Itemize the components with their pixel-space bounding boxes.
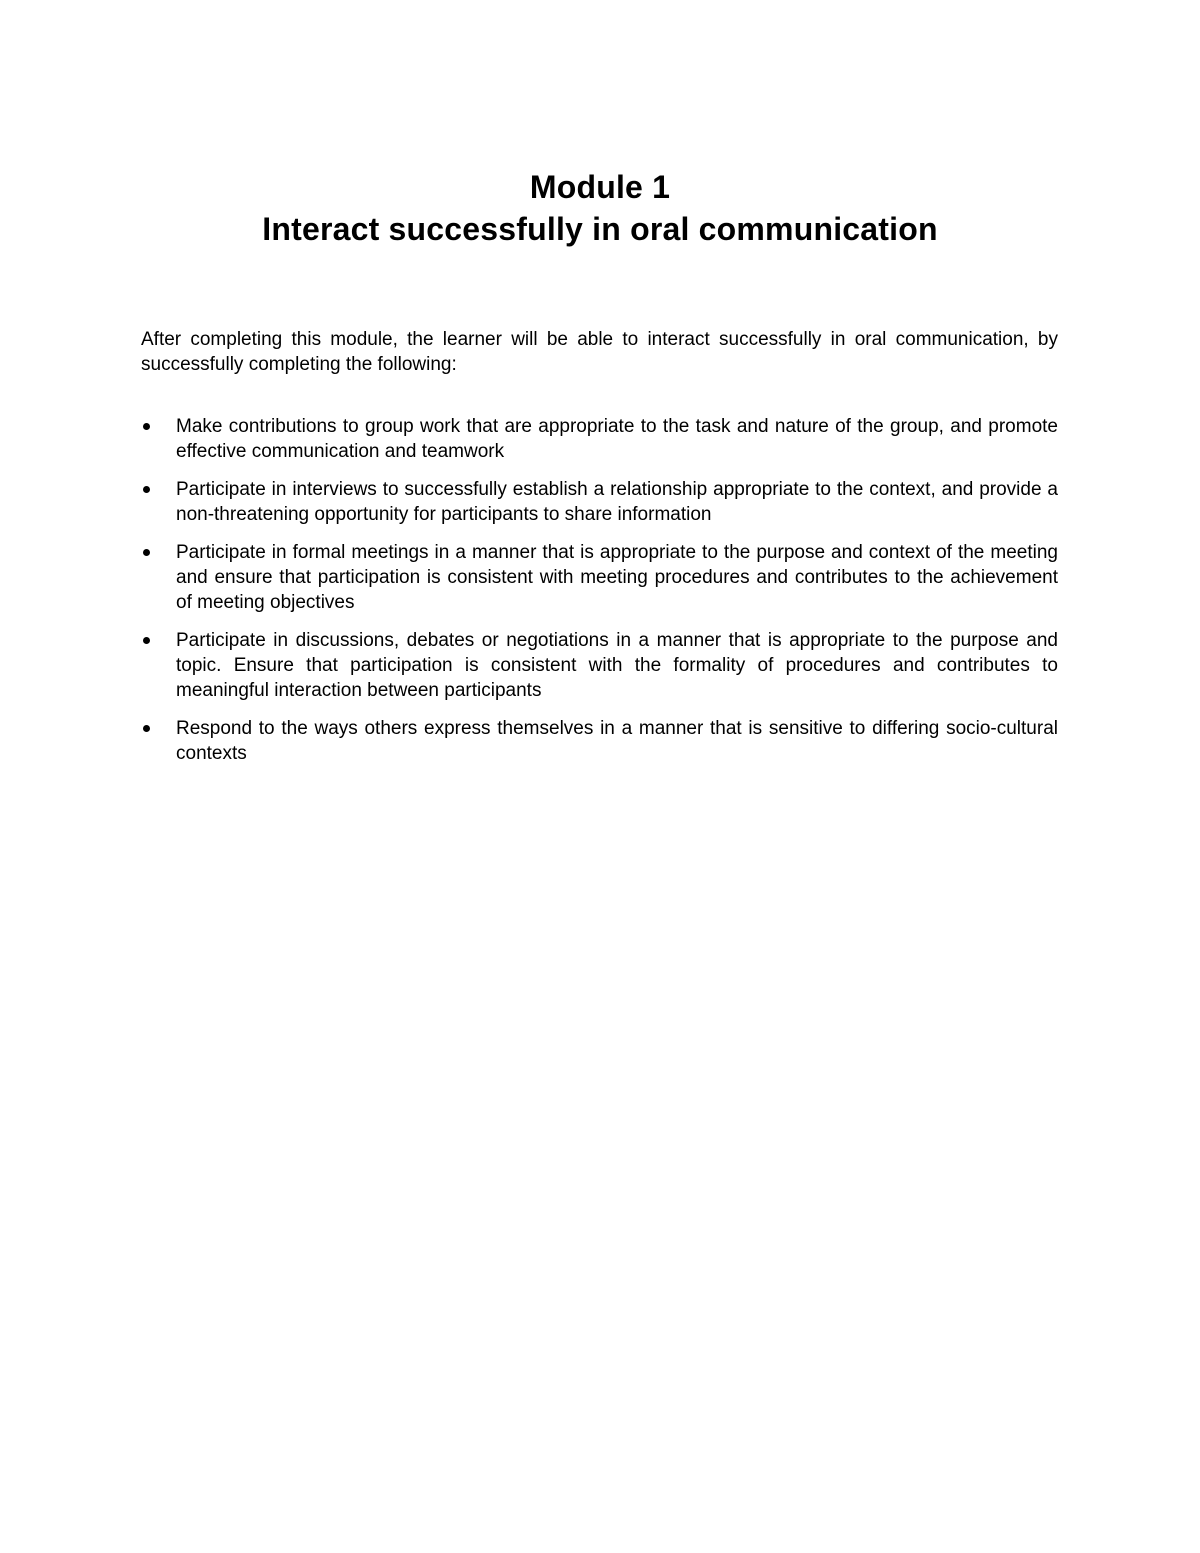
bullet-icon: [143, 725, 150, 732]
list-item: [141, 414, 1058, 464]
list-item: [141, 540, 1058, 615]
intro-paragraph: After completing this module, the learner will be able to interact successfully in oral communication, by successfully completing the following:: [141, 329, 1058, 375]
list-item-text: Participate in formal meetings in a manner that is appropriate to the purpose and context of the meeting and ensure that participation is consistent with meeting procedures and contributes to the achievement of meeting objectives: [176, 542, 1058, 613]
list-item-text: Participate in discussions, debates or negotiations in a manner that is appropriate to the purpose and topic. Ensure that participation is consistent with the formality of procedures and contributes to meaningful interaction between participants: [176, 630, 1058, 701]
body-block: [141, 327, 1058, 779]
bullet-icon: [143, 423, 150, 430]
bullet-icon: [143, 637, 150, 644]
list-item-text: Respond to the ways others express themselves in a manner that is sensitive to differing socio-cultural contexts: [176, 718, 1058, 764]
list-item: [141, 477, 1058, 527]
list-item-text: Participate in interviews to successfully establish a relationship appropriate to the context, and provide a non-threatening opportunity for participants to share information: [176, 479, 1058, 525]
list-item-text: Make contributions to group work that are appropriate to the task and nature of the group, and promote effective communication and teamwork: [176, 416, 1058, 462]
bullet-icon: [143, 549, 150, 556]
title-block: [0, 166, 1200, 250]
outcomes-list: [141, 414, 1058, 766]
bullet-icon: [143, 486, 150, 493]
list-item: [141, 628, 1058, 703]
list-item: [141, 716, 1058, 766]
module-number-title: Module 1: [529, 169, 671, 205]
module-title: Interact successfully in oral communication: [262, 211, 938, 247]
